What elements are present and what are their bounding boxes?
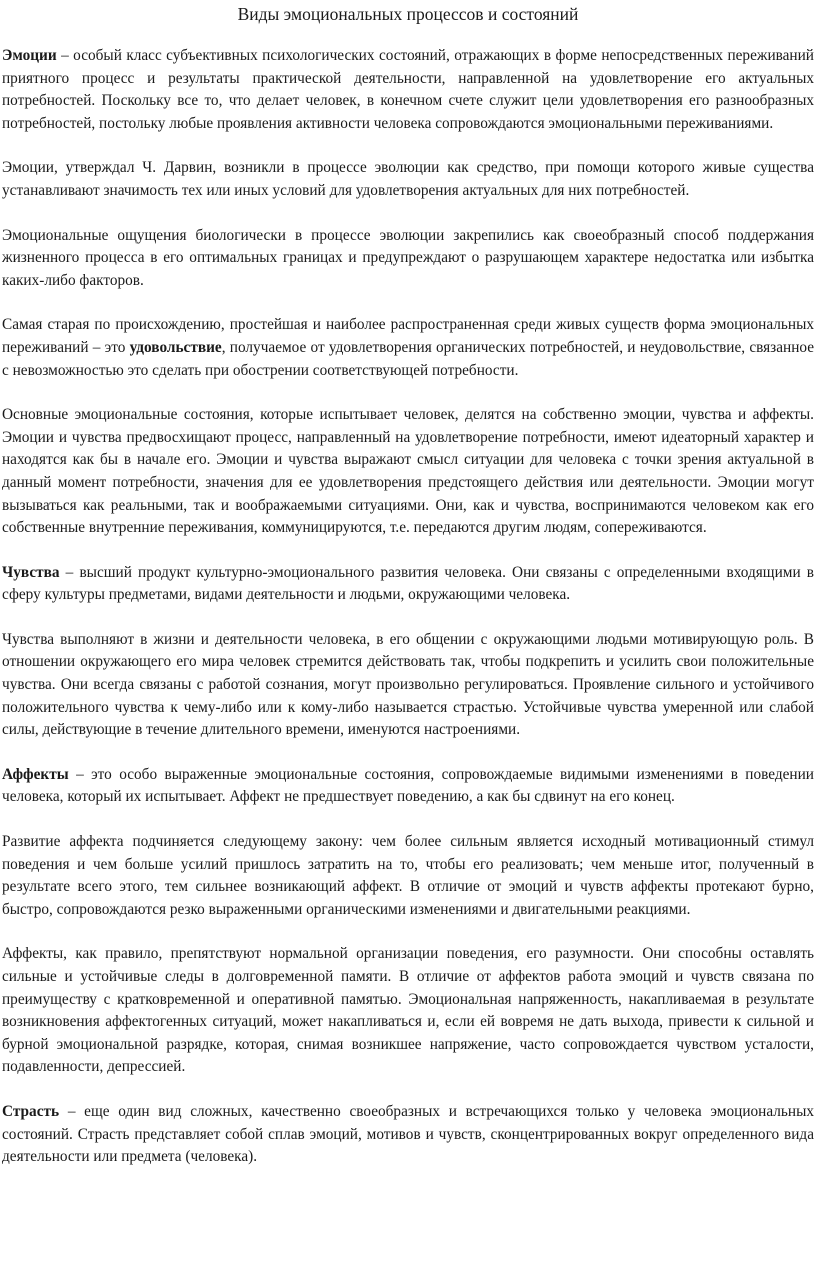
- paragraph-emotional-sensations: [2, 225, 814, 293]
- paragraph-feelings-role: [2, 629, 814, 742]
- paragraph-text: Чувства выполняют в жизни и деятельности человека, в его общении с окружающими людьми мотивирующую роль. В отношении окружающего его мира человек стремится действовать так, чтобы подкрепить и усилить свои положительные чувства. Они всегда связаны с работой сознания, могут произвольно регулироваться. Проявление сильного и устойчивого положительного чувства к чему-либо или к кому-либо называется страстью. Устойчивые чувства умеренной или слабой силы, действующие в течение длительного времени, именуются настроениями.: [2, 630, 814, 739]
- paragraph-feelings: [2, 562, 814, 607]
- term-emotions: Эмоции: [2, 47, 57, 64]
- paragraph-text: Развитие аффекта подчиняется следующему закону: чем более сильным является исходный мотивационный стимул поведения и чем больше усилий пришлось затратить на то, чтобы его реализовать; чем меньше итог, полученный в результате всего этого, тем сильнее возникающий аффект. В отличие от эмоций и чувств аффекты протекают бурно, быстро, сопровождаются резко выраженными органическими изменениями и двигательными реакциями.: [2, 833, 814, 918]
- paragraph-pleasure: [2, 314, 814, 382]
- paragraph-text-before: Самая старая по происхождению, простейшая и наиболее распространенная среди живых существ форма эмоциональных переживаний – это: [2, 316, 814, 356]
- document-title: Виды эмоциональных процессов и состояний: [237, 4, 579, 24]
- paragraph-text: – особый класс субъективных психологических состояний, отражающих в форме непосредственных переживаний приятного процесс и результаты практической деятельности, направленной на удовлетворение его актуальных потребностей. Поскольку все то, что делает человек, в конечном счете служит цели удовлетворения его разнообразных потребностей, постольку любые проявления активности человека сопровождаются эмоциональными переживаниями.: [2, 47, 814, 132]
- term-feelings: Чувства: [2, 563, 60, 581]
- term-affects: Аффекты: [2, 765, 69, 783]
- paragraph-text: Эмоции, утверждал Ч. Дарвин, возникли в процессе эволюции как средство, при помощи которого живые существа устанавливают значимость тех или иных условий для удовлетворения актуальных для них потребностей.: [2, 159, 814, 199]
- paragraph-text: Основные эмоциональные состояния, которые испытывает человек, делятся на собственно эмоции, чувства и аффекты. Эмоции и чувства предвосхищают процесс, направленный на удовлетворение потребности, имеют идеаторный характер и находятся как бы в начале его. Эмоции и чувства выражают смысл ситуации для человека с точки зрения актуальной в данный момент потребности, значения для ее удовлетворения предстоящего действия или деятельности. Эмоции могут вызываться как реальными, так и воображаемыми ситуациями. Они, как и чувства, воспринимаются человеком как его собственные внутренние переживания, коммуницируются, т.е. передаются другим людям, сопереживаются.: [2, 406, 814, 537]
- paragraph-text: – высший продукт культурно-эмоционального развития человека. Они связаны с определенными входящими в сферу культуры предметами, видами деятельности и людьми, окружающими человека.: [2, 563, 814, 604]
- paragraph-text: Эмоциональные ощущения биологически в процессе эволюции закрепились как своеобразный способ поддержания жизненного процесса в его оптимальных границах и предупреждают о разрушающем характере недостатка или избытка каких-либо факторов.: [2, 226, 814, 289]
- paragraph-passion: [2, 1101, 814, 1169]
- term-pleasure: удовольствие: [129, 338, 222, 356]
- paragraph-affects: [2, 764, 814, 809]
- paragraph-text: – еще один вид сложных, качественно своеобразных и встречающихся только у человека эмоциональных состояний. Страсть представляет собой сплав эмоций, мотивов и чувств, сконцентрированных вокруг определенного вида деятельности или предмета (человека).: [2, 1102, 814, 1166]
- paragraph-text: Аффекты, как правило, препятствуют нормальной организации поведения, его разумности. Они способны оставлять сильные и устойчивые следы в долговременной памяти. В отличие от аффектов работа эмоций и чувств связана по преимуществу с кратковременной и оперативной памятью. Эмоциональная напряженность, накапливаемая в результате возникновения аффектогенных ситуаций, может накапливаться и, если ей вовремя не дать выхода, привести к сильной и бурной эмоциональной разрядке, которая, снимая возникшее напряжение, часто сопровождается чувством усталости, подавленности, депрессией.: [2, 945, 814, 1076]
- paragraph-text: – это особо выраженные эмоциональные состояния, сопровождаемые видимыми изменениями в поведении человека, который их испытывает. Аффект не предшествует поведению, а как бы сдвинут на его конец.: [2, 765, 814, 806]
- paragraph-affects-memory: [2, 943, 814, 1079]
- paragraph-basic-states: [2, 404, 814, 540]
- paragraph-darwin: [2, 157, 814, 202]
- paragraph-emotions: [2, 45, 814, 135]
- term-passion: Страсть: [2, 1102, 60, 1120]
- paragraph-affect-law: [2, 831, 814, 921]
- paragraph-text-after: , получаемое от удовлетворения органических потребностей, и неудовольствие, связанное с невозможностью это сделать при обострении соответствующей потребности.: [2, 338, 815, 379]
